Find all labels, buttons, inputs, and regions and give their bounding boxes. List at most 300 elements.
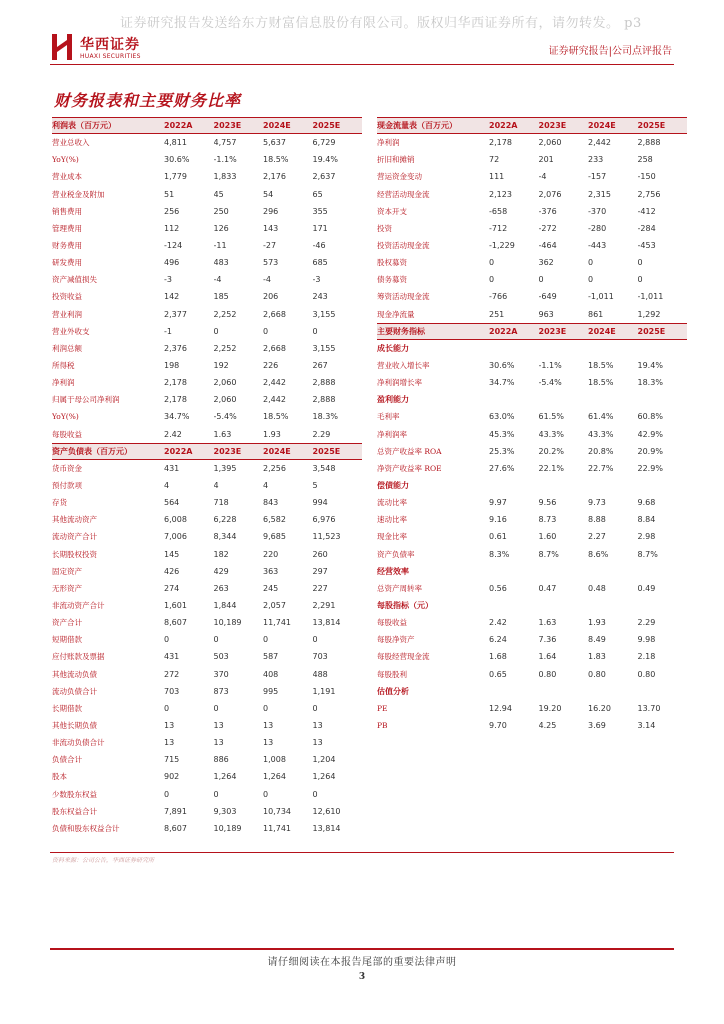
cell-value: 8.6%	[588, 549, 609, 559]
cell-value: -3	[312, 275, 321, 285]
cell-value: 233	[588, 155, 604, 165]
cell-value: 201	[538, 155, 554, 165]
cell-value: -1.1%	[538, 361, 562, 371]
cell-value: 274	[164, 583, 180, 593]
cell-value: 258	[637, 155, 653, 165]
row-label: 估值分析	[377, 685, 409, 696]
cell-value: 9.70	[489, 720, 507, 730]
cell-value: 2022A	[164, 121, 193, 131]
row-label: 资产负债率	[377, 549, 415, 559]
cell-value: 34.7%	[164, 412, 190, 422]
cell-value: 0	[263, 703, 269, 713]
cell-value: 0	[588, 275, 594, 285]
cell-value: 7.36	[538, 635, 557, 645]
table-row	[377, 700, 687, 717]
cell-value: 2024E	[588, 326, 616, 336]
cell-value: 13	[312, 738, 323, 748]
cell-value: 2.29	[312, 429, 331, 439]
cell-value: 54	[263, 189, 274, 199]
cell-value: 4	[263, 481, 269, 491]
row-label: 投资	[377, 223, 392, 233]
cell-value: 4,757	[213, 138, 237, 148]
row-label: 资产合计	[52, 618, 82, 628]
row-label: 货币资金	[52, 463, 82, 473]
table-row	[377, 426, 687, 443]
cell-value: 0	[213, 703, 219, 713]
cell-value: 3,548	[312, 463, 336, 473]
table-row	[377, 271, 687, 288]
cell-value: 9.68	[637, 498, 656, 508]
cell-value: 297	[312, 566, 328, 576]
cell-value: 0	[312, 789, 318, 799]
row-label: 净利润率	[377, 429, 407, 439]
row-label: 成长能力	[377, 342, 409, 353]
cell-value: 260	[312, 549, 328, 559]
cell-value: 963	[538, 309, 554, 319]
cell-value: 2.42	[164, 429, 182, 439]
table-row	[377, 203, 687, 220]
cell-value: 2024E	[588, 121, 616, 131]
table-subheader-row	[377, 597, 687, 614]
cell-value: 2023E	[213, 446, 242, 456]
cell-value: 13	[263, 720, 274, 730]
table-row	[377, 717, 687, 734]
cell-value: 9.56	[538, 498, 557, 508]
row-label: 每股经营现金流	[377, 652, 430, 662]
table-row	[377, 306, 687, 323]
cell-value: 112	[164, 223, 180, 233]
row-label: 毛利率	[377, 412, 400, 422]
table-row	[377, 528, 687, 545]
cell-value: 715	[164, 755, 180, 765]
cell-value: 429	[213, 566, 229, 576]
table-row	[52, 357, 362, 374]
table-row	[52, 563, 362, 580]
huaxi-logo-icon	[52, 34, 72, 60]
cell-value: 8,344	[213, 532, 237, 542]
cell-value: -649	[538, 292, 557, 302]
table-row	[52, 717, 362, 734]
row-label: 投资收益	[52, 292, 82, 302]
row-label: 无形资产	[52, 583, 82, 593]
table-row	[377, 511, 687, 528]
cell-value: 1,008	[263, 755, 286, 765]
cell-value: -124	[164, 241, 183, 251]
cell-value: 20.9%	[637, 446, 663, 456]
cell-value: 3,155	[312, 309, 336, 319]
row-label: 其他流动负债	[52, 669, 97, 679]
table-row	[377, 151, 687, 168]
cell-value: 2022A	[164, 446, 193, 456]
cell-value: 0.56	[489, 583, 507, 593]
row-label: 总资产周转率	[377, 583, 422, 593]
table-subheader-row	[377, 477, 687, 494]
cell-value: 1,779	[164, 172, 187, 182]
cell-value: 72	[489, 155, 500, 165]
row-label: 流动负债合计	[52, 686, 97, 696]
cell-value: 296	[263, 206, 279, 216]
cell-value: 142	[164, 292, 180, 302]
table-row	[52, 460, 362, 477]
cell-value: 0	[263, 326, 269, 336]
row-label: 净利润	[52, 378, 75, 388]
cell-value: 0	[637, 275, 643, 285]
cell-value: 0	[213, 789, 219, 799]
cell-value: 0	[263, 789, 269, 799]
cell-value: -5.4%	[538, 378, 562, 388]
cell-value: 0.80	[538, 669, 557, 679]
cell-value: 185	[213, 292, 229, 302]
cell-value: 573	[263, 258, 279, 268]
cell-value: 22.1%	[538, 463, 564, 473]
row-label: 股东权益合计	[52, 806, 97, 816]
cell-value: 2,178	[164, 378, 187, 388]
cell-value: 2,178	[489, 138, 512, 148]
table-row	[52, 546, 362, 563]
row-label: 资本开支	[377, 206, 407, 216]
cell-value: -453	[637, 241, 656, 251]
cell-value: 483	[213, 258, 229, 268]
cell-value: -1.1%	[213, 155, 237, 165]
cell-value: 9,303	[213, 806, 237, 816]
cell-value: 45.3%	[489, 429, 515, 439]
cell-value: 6,976	[312, 515, 336, 525]
table-header-row	[377, 117, 687, 134]
cell-value: 2.29	[637, 618, 656, 628]
cell-value: 1.60	[538, 532, 557, 542]
section-title: 财务报表和主要财务比率	[54, 91, 242, 110]
cell-value: 5,637	[263, 138, 286, 148]
cell-value: 2,060	[213, 378, 237, 388]
cell-value: 51	[164, 189, 175, 199]
cell-value: 8,607	[164, 618, 187, 628]
table-row	[52, 803, 362, 820]
table-row	[52, 306, 362, 323]
table-row	[377, 237, 687, 254]
cell-value: -4	[213, 275, 222, 285]
cell-value: -766	[489, 292, 508, 302]
row-label: 短期借款	[52, 635, 82, 645]
cell-value: 13.70	[637, 703, 661, 713]
cell-value: 8.84	[637, 515, 656, 525]
row-label: 净利润增长率	[377, 378, 422, 388]
cell-value: -376	[538, 206, 557, 216]
cell-value: -27	[263, 241, 277, 251]
cell-value: 0	[312, 703, 318, 713]
row-label: 现金流量表（百万元）	[377, 120, 457, 131]
cell-value: 408	[263, 669, 279, 679]
cell-value: -11	[213, 241, 227, 251]
cell-value: 13	[213, 738, 224, 748]
cell-value: 2025E	[637, 326, 666, 336]
row-label: 每股收益	[377, 618, 407, 628]
cell-value: 2,756	[637, 189, 661, 199]
cell-value: 2022A	[489, 121, 518, 131]
table-row	[52, 203, 362, 220]
cell-value: 902	[164, 772, 180, 782]
cell-value: 18.3%	[312, 412, 338, 422]
row-label: 少数股东权益	[52, 789, 97, 799]
cell-value: 11,741	[263, 618, 291, 628]
cell-value: 587	[263, 652, 279, 662]
table-row	[52, 785, 362, 802]
cell-value: 30.6%	[164, 155, 190, 165]
table-row	[52, 614, 362, 631]
cell-value: -46	[312, 241, 326, 251]
cell-value: 251	[489, 309, 505, 319]
cell-value: 1,833	[213, 172, 237, 182]
left-financial-table	[52, 117, 362, 837]
cell-value: 861	[588, 309, 604, 319]
row-label: 预付款项	[52, 481, 82, 491]
cell-value: 182	[213, 549, 229, 559]
table-row	[52, 683, 362, 700]
cell-value: 1,191	[312, 686, 336, 696]
source-note: 资料来源：公司公告，华西证券研究所	[52, 857, 155, 864]
cell-value: 2,888	[637, 138, 661, 148]
cell-value: 994	[312, 498, 328, 508]
cell-value: 370	[213, 669, 229, 679]
cell-value: 16.20	[588, 703, 611, 713]
cell-value: 20.8%	[588, 446, 614, 456]
cell-value: 13	[164, 738, 175, 748]
table-subheader-row	[377, 391, 687, 408]
cell-value: 8.7%	[637, 549, 658, 559]
cell-value: 245	[263, 583, 279, 593]
cell-value: 6,582	[263, 515, 286, 525]
row-label: 每股指标（元）	[377, 600, 433, 610]
cell-value: 1.93	[588, 618, 606, 628]
row-label: 管理费用	[52, 223, 82, 233]
cell-value: 0.48	[588, 583, 606, 593]
cell-value: 19.4%	[637, 361, 663, 371]
cell-value: 10,189	[213, 823, 242, 833]
cell-value: 2,060	[213, 395, 237, 405]
table-row	[377, 614, 687, 631]
table-row	[52, 426, 362, 443]
cell-value: -280	[588, 223, 607, 233]
cell-value: 61.4%	[588, 412, 614, 422]
cell-value: 13	[164, 720, 175, 730]
table-row	[52, 528, 362, 545]
cell-value: -4	[538, 172, 547, 182]
table-row	[52, 408, 362, 425]
cell-value: -157	[588, 172, 607, 182]
cell-value: 0	[312, 635, 318, 645]
cell-value: 2,442	[263, 378, 286, 388]
cell-value: 2025E	[637, 121, 666, 131]
table-row	[377, 220, 687, 237]
cell-value: 10,189	[213, 618, 242, 628]
cell-value: 12.94	[489, 703, 512, 713]
cell-value: 143	[263, 223, 279, 233]
row-label: 营业总收入	[52, 138, 90, 148]
cell-value: -1,229	[489, 241, 515, 251]
row-label: 折旧和摊销	[377, 155, 415, 165]
cell-value: 2,637	[312, 172, 336, 182]
row-label: 财务费用	[52, 241, 82, 251]
cell-value: 431	[164, 463, 180, 473]
row-label: 营业外收支	[52, 326, 90, 336]
row-label: 利润总额	[52, 343, 82, 353]
row-label: 投资活动现金流	[377, 241, 430, 251]
table-row	[52, 254, 362, 271]
cell-value: 1,204	[312, 755, 336, 765]
cell-value: 2,888	[312, 378, 336, 388]
cell-value: 42.9%	[637, 429, 663, 439]
row-label: 负债和股东权益合计	[52, 823, 120, 833]
cell-value: 226	[263, 361, 279, 371]
cell-value: 1.83	[588, 652, 606, 662]
cell-value: 13	[213, 720, 224, 730]
cell-value: 18.5%	[588, 378, 614, 388]
table-header-row	[52, 443, 362, 460]
row-label: 净利润	[377, 138, 400, 148]
cell-value: 7,891	[164, 806, 187, 816]
cell-value: 43.3%	[538, 429, 564, 439]
cell-value: 0	[588, 258, 594, 268]
table-row	[52, 768, 362, 785]
cell-value: 18.5%	[263, 155, 289, 165]
table-row	[52, 374, 362, 391]
table-row	[52, 168, 362, 185]
table-row	[377, 288, 687, 305]
cell-value: 2.27	[588, 532, 606, 542]
cell-value: 1,844	[213, 601, 237, 610]
row-label: 营业利润	[52, 309, 82, 319]
row-label: 每股收益	[52, 429, 82, 439]
cell-value: 1.63	[538, 618, 557, 628]
cell-value: -412	[637, 206, 656, 216]
cell-value: 2,291	[312, 601, 336, 610]
cell-value: -150	[637, 172, 656, 182]
row-label: 总资产收益率 ROA	[377, 446, 442, 456]
cell-value: -3	[164, 275, 172, 285]
cell-value: 18.3%	[637, 378, 663, 388]
cell-value: 0.65	[489, 669, 507, 679]
cell-value: 2,442	[263, 395, 286, 405]
table-row	[377, 648, 687, 665]
row-label: 每股股利	[377, 669, 407, 679]
header-divider	[50, 64, 674, 65]
row-label: 其他长期负债	[52, 720, 97, 730]
row-label: 应付账款及票据	[52, 652, 105, 662]
row-label: 经营效率	[377, 565, 409, 576]
table-row	[52, 237, 362, 254]
cell-value: 13,814	[312, 823, 341, 833]
table-row	[377, 666, 687, 683]
cell-value: 2.42	[489, 618, 507, 628]
row-label: 营运资金变动	[377, 172, 422, 182]
cell-value: 9.98	[637, 635, 656, 645]
cell-value: 488	[312, 669, 328, 679]
row-label: 现金比率	[377, 532, 407, 542]
cell-value: 111	[489, 172, 505, 182]
cell-value: 8.88	[588, 515, 606, 525]
cell-value: 2024E	[263, 446, 291, 456]
table-row	[377, 494, 687, 511]
cell-value: 13,814	[312, 618, 341, 628]
cell-value: 19.4%	[312, 155, 338, 165]
cell-value: 18.5%	[588, 361, 614, 371]
cell-value: -4	[263, 275, 271, 285]
row-label: 流动比率	[377, 498, 407, 508]
cell-value: 27.6%	[489, 463, 515, 473]
table-row	[377, 460, 687, 477]
cell-value: 8.73	[538, 515, 557, 525]
cell-value: -370	[588, 206, 607, 216]
cell-value: 0	[538, 275, 544, 285]
row-label: 研发费用	[52, 258, 82, 268]
table-row	[377, 374, 687, 391]
cell-value: 43.3%	[588, 429, 614, 439]
cell-value: 61.5%	[538, 412, 564, 422]
table-row	[52, 323, 362, 340]
cell-value: 0.49	[637, 583, 656, 593]
cell-value: 2,057	[263, 601, 286, 610]
table-row	[52, 751, 362, 768]
cell-value: 1,264	[213, 772, 237, 782]
cell-value: 5	[312, 481, 318, 491]
cell-value: 8.3%	[489, 549, 510, 559]
row-label: 归属于母公司净利润	[52, 395, 120, 405]
row-label: YoY(%)	[52, 412, 79, 422]
cell-value: -1	[164, 326, 172, 336]
table-row	[377, 631, 687, 648]
cell-value: 8,607	[164, 823, 187, 833]
cell-value: 363	[263, 566, 279, 576]
page-number: 3	[358, 972, 366, 982]
logo-english-name: HUAXI SECURITIES	[80, 53, 141, 60]
row-label: PE	[377, 703, 388, 713]
cell-value: 0	[312, 326, 318, 336]
cell-value: 2,377	[164, 309, 187, 319]
cell-value: 145	[164, 549, 180, 559]
cell-value: 171	[312, 223, 328, 233]
row-label: 营业税金及附加	[52, 189, 105, 199]
row-label: 销售费用	[52, 206, 82, 216]
row-label: 长期借款	[52, 703, 82, 713]
table-row	[377, 254, 687, 271]
cell-value: 503	[213, 652, 229, 662]
row-label: 经营活动现金流	[377, 189, 430, 199]
cell-value: 2,176	[263, 172, 286, 182]
cell-value: 22.7%	[588, 463, 614, 473]
table-row	[52, 271, 362, 288]
cell-value: 11,523	[312, 532, 341, 542]
cell-value: 2,315	[588, 189, 611, 199]
row-label: 筹资活动现金流	[377, 292, 430, 302]
cell-value: 2,376	[164, 343, 187, 353]
row-label: 主要财务指标	[377, 325, 425, 336]
table-row	[52, 151, 362, 168]
cell-value: 34.7%	[489, 378, 515, 388]
cell-value: 995	[263, 686, 279, 696]
cell-value: 1.68	[489, 652, 507, 662]
cell-value: -1,011	[588, 292, 614, 302]
cell-value: 2,076	[538, 189, 562, 199]
cell-value: 267	[312, 361, 328, 371]
table-row	[52, 288, 362, 305]
cell-value: 19.20	[538, 703, 562, 713]
cell-value: 2,888	[312, 395, 336, 405]
cell-value: 0	[213, 635, 219, 645]
cell-value: 1.63	[213, 429, 232, 439]
row-label: 净资产收益率 ROE	[377, 463, 442, 473]
table-row	[52, 580, 362, 597]
cell-value: 355	[312, 206, 328, 216]
cell-value: 45	[213, 189, 224, 199]
